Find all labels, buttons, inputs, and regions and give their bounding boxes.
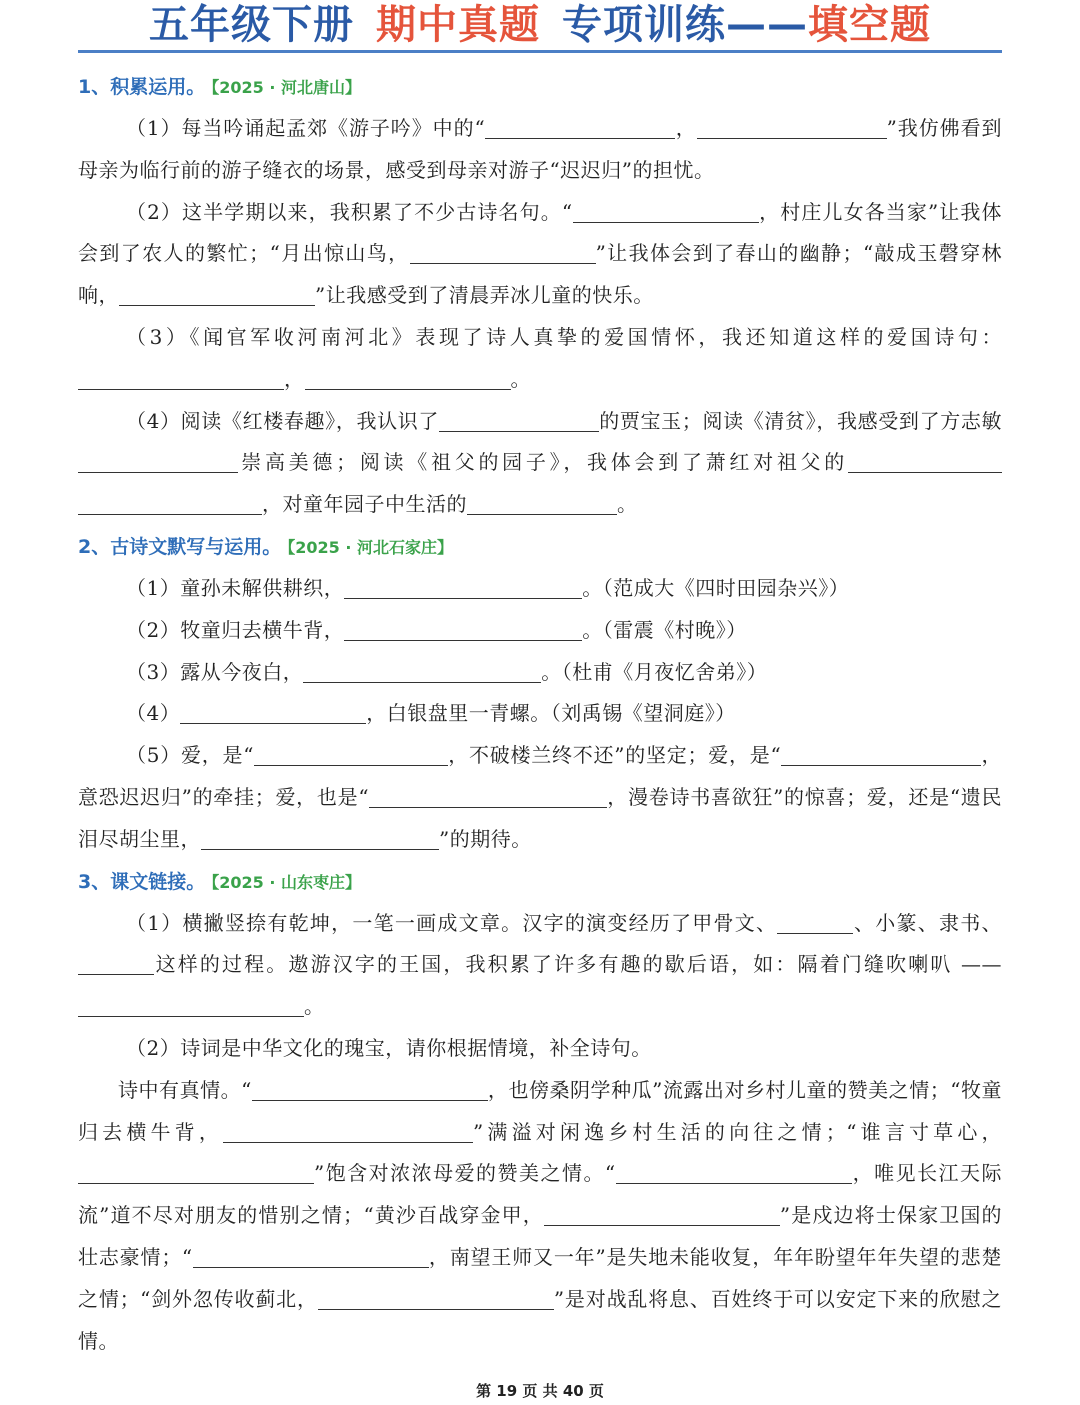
answer-blank[interactable] — [616, 1163, 852, 1184]
section-2-heading — [78, 526, 1002, 568]
section-source-tag: 【2025 · 河北石家庄】 — [287, 537, 453, 557]
section-heading-text: 3、课文链接。 — [78, 870, 206, 893]
answer-blank[interactable] — [697, 118, 887, 139]
answer-blank[interactable] — [781, 745, 981, 766]
answer-blank[interactable] — [78, 369, 284, 390]
question-2-2: （2）牧童归去横牛背， 。（雷震《村晚》） — [126, 617, 747, 642]
question-1-3: （3）《闻官军收河南河北》表现了诗人真挚的爱国情怀，我还知道这样的爱国诗句：， 。 — [78, 317, 1002, 401]
answer-blank[interactable] — [78, 494, 262, 515]
answer-blank[interactable] — [369, 787, 607, 808]
section-source-tag: 【2025 · 河北唐山】 — [211, 78, 361, 97]
worksheet-body — [78, 66, 1002, 1362]
question-3-1: （1）横撇竖捺有乾坤，一笔一画成文章。汉字的演变经历了甲骨文、 、小篆、隶书、这样的过程。遨游汉字的王国，我积累了许多有趣的歇后语，如：隔着门缝吹喇叭 ——。 — [78, 903, 1002, 1028]
answer-blank[interactable] — [252, 1080, 488, 1101]
question-1-4: （4）阅读《红楼春趣》，我认识了 的贾宝玉；阅读《清贫》，我感受到了方志敏崇高美德；阅读《祖父的园子》，我体会到了萧红对祖父的，对童年园子中生活的 。 — [78, 401, 1002, 526]
answer-blank[interactable] — [344, 578, 582, 599]
title-exam: 期中真题 — [376, 2, 540, 48]
answer-blank[interactable] — [573, 202, 759, 223]
answer-blank[interactable] — [254, 745, 448, 766]
question-2-5: （5）爱，是“ ，不破楼兰终不还”的坚定；爱，是“ ，意恐迟迟归”的牵挂；爱，也是“ ，漫卷诗书喜欲狂”的惊喜；爱，还是“遗民泪尽胡尘里， ”的期待。 — [78, 743, 1003, 851]
question-3-2-intro: （2）诗词是中华文化的瑰宝，请你根据情境，补全诗句。 — [126, 1035, 652, 1060]
answer-blank[interactable] — [318, 1289, 554, 1310]
answer-blank[interactable] — [848, 452, 1002, 473]
answer-blank[interactable] — [467, 494, 617, 515]
question-2-3: （3）露从今夜白， 。（杜甫《月夜忆舍弟》） — [126, 659, 768, 684]
question-1-2: （2）这半学期以来，我积累了不少古诗名句。“ ，村庄儿女各当家”让我体会到了农人的繁忙；“月出惊山鸟， ”让我体会到了春山的幽静；“敲成玉磬穿林响， ”让我感受到了清晨弄冰儿童的快乐。 — [78, 199, 1003, 308]
answer-blank[interactable] — [410, 243, 596, 264]
title-training: 专项训练—— — [562, 2, 808, 48]
answer-blank[interactable] — [544, 1205, 780, 1226]
answer-blank[interactable] — [201, 829, 439, 850]
title-grade: 五年级下册 — [149, 2, 354, 48]
section-1-heading — [78, 66, 1002, 108]
section-3-heading — [78, 861, 1002, 903]
answer-blank[interactable] — [777, 913, 853, 934]
question-2-1: （1）童孙未解供耕织， 。（范成大《四时田园杂兴》） — [126, 575, 850, 600]
answer-blank[interactable] — [193, 1247, 429, 1268]
page-number: 第 19 页 共 40 页 — [476, 1382, 604, 1400]
question-1-1: （1）每当吟诵起孟郊《游子吟》中的“ ， ”我仿佛看到母亲为临行前的游子缝衣的场景，感受到母亲对游子“迟迟归”的担忧。 — [78, 116, 1002, 182]
answer-blank[interactable] — [78, 1163, 314, 1184]
section-heading-text: 1、积累运用。 — [78, 76, 206, 98]
answer-blank[interactable] — [78, 954, 154, 975]
answer-blank[interactable] — [305, 369, 511, 390]
answer-blank[interactable] — [78, 996, 304, 1017]
section-source-tag: 【2025 · 山东枣庄】 — [211, 872, 361, 892]
answer-blank[interactable] — [223, 1122, 473, 1143]
answer-blank[interactable] — [119, 285, 315, 306]
title-type: 填空题 — [808, 2, 931, 48]
answer-blank[interactable] — [485, 118, 675, 139]
page-title — [0, 2, 1080, 48]
question-2-4: （4） ，白银盘里一青螺。（刘禹锡《望洞庭》） — [126, 701, 736, 726]
title-divider — [78, 50, 1002, 53]
answer-blank[interactable] — [180, 703, 366, 724]
answer-blank[interactable] — [78, 452, 238, 473]
answer-blank[interactable] — [344, 620, 582, 641]
question-3-2: 诗中有真情。“ ，也傍桑阴学种瓜”流露出对乡村儿童的赞美之情；“牧童归去横牛背， ”满溢对闲逸乡村生活的向往之情；“谁言寸草心，”饱含对浓浓母爱的赞美之情。“ ，唯见长江天际流”道不尽对朋友的惜别之情；“黄沙百战穿金甲， ”是戍边将士保家卫国的壮志豪情；“ ，南望王师又一年”是失地未能收复，年年盼望年年失望的悲楚之情；“剑外忽传收蓟北， ”是对战乱将息、百姓终于可以安定下来的欣慰之情。 — [78, 1077, 1003, 1353]
section-heading-text: 2、古诗文默写与运用。 — [78, 535, 282, 558]
answer-blank[interactable] — [439, 411, 599, 432]
answer-blank[interactable] — [303, 662, 541, 683]
